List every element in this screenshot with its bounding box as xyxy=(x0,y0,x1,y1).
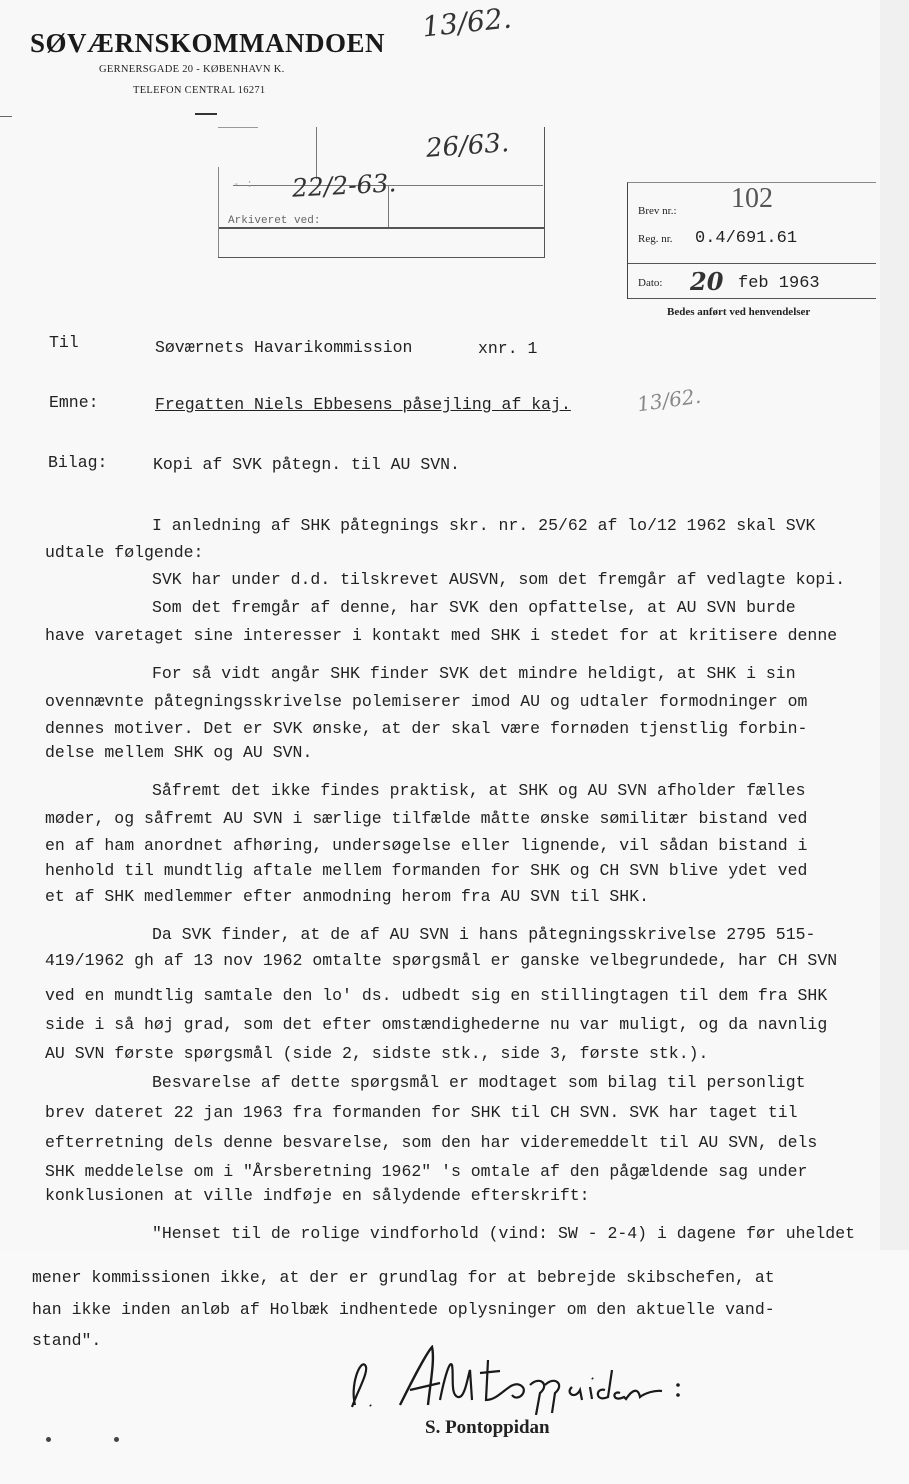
reg-nr-label: Reg. nr. xyxy=(638,233,673,245)
body-line: side i så høj grad, som det efter omstændighederne nu var muligt, og da navnlig xyxy=(45,1015,828,1034)
body-line: dennes motiver. Det er SVK ønske, at der skal være fornøden tjenstlig forbin- xyxy=(45,719,808,738)
bilag-label: Bilag: xyxy=(48,453,108,472)
body-line: en af ham anordnet afhøring, undersøgelse eller lignende, vil sådan bistand i xyxy=(45,836,808,855)
handwritten-signature xyxy=(340,1345,700,1415)
brev-nr-label: Brev nr.: xyxy=(638,205,677,217)
organization-phone: TELEFON CENTRAL 16271 xyxy=(133,85,266,96)
dato-value: feb 1963 xyxy=(738,274,820,293)
organization-address: GERNERSGADE 20 - KØBENHAVN K. xyxy=(99,64,285,75)
body-line: efterretning dels denne besvarelse, som den har videremeddelt til AU SVN, dels xyxy=(45,1133,818,1152)
body-line: I anledning af SHK påtegnings skr. nr. 25/62 af lo/12 1962 skal SVK xyxy=(152,516,816,535)
body-line: mener kommissionen ikke, at der er grundlag for at bebrejde skibschefen, at xyxy=(32,1268,775,1287)
body-line: henhold til mundtlig aftale mellem formanden for SHK og CH SVN blive ydet ved xyxy=(45,861,808,880)
body-line: "Henset til de rolige vindforhold (vind: SW - 2-4) i dagene før uheldet xyxy=(152,1224,856,1243)
til-value: Søværnets Havarikommission xyxy=(155,338,413,357)
dato-day-handwritten: 20 xyxy=(690,267,724,296)
body-line: møder, og såfremt AU SVN i særlige tilfælde måtte ønske sømilitær bistand ved xyxy=(45,809,808,828)
dato-label: Dato: xyxy=(638,277,663,289)
margin-mark xyxy=(0,116,12,117)
margin-mark xyxy=(195,113,217,115)
punch-hole-mark xyxy=(46,1437,51,1442)
body-line: Da SVK finder, at de af AU SVN i hans påtegningsskrivelse 2795 515- xyxy=(152,925,816,944)
body-line: Såfremt det ikke findes praktisk, at SHK og AU SVN afholder fælles xyxy=(152,781,806,800)
stamp-handwritten-date: 22/2-63. xyxy=(291,168,398,203)
handwritten-reference: 13/62. xyxy=(420,1,514,44)
body-line: brev dateret 22 jan 1963 fra formanden for SHK til CH SVN. SVK har taget til xyxy=(45,1103,798,1122)
body-line: Som det fremgår af denne, har SVK den opfattelse, at AU SVN burde xyxy=(152,598,796,617)
body-line: Besvarelse af dette spørgsmål er modtaget som bilag til personligt xyxy=(152,1073,806,1092)
scan-edge xyxy=(880,0,909,1250)
emne-label: Emne: xyxy=(49,393,99,412)
stamp-archived-label: Arkiveret ved: xyxy=(228,215,321,227)
body-line: For så vidt angår SHK finder SVK det mindre heldigt, at SHK i sin xyxy=(152,664,796,683)
til-label: Til xyxy=(49,333,79,352)
body-line: et af SHK medlemmer efter anmodning herom fra AU SVN til SHK. xyxy=(45,887,649,906)
registration-box xyxy=(627,182,876,299)
stamp-handwritten-number: 26/63. xyxy=(425,128,511,164)
punch-hole-mark xyxy=(114,1437,119,1442)
signatory-printed-name: S. Pontoppidan xyxy=(425,1417,550,1438)
body-line: AU SVN første spørgsmål (side 2, sidste stk., side 3, første stk.). xyxy=(45,1044,709,1063)
body-line: udtale følgende: xyxy=(45,543,204,562)
reg-nr-value: 0.4/691.61 xyxy=(695,229,798,248)
brev-nr-value: 102 xyxy=(731,183,773,214)
body-line: have varetaget sine interesser i kontakt med SHK i stedet for at kritisere denne xyxy=(45,626,838,645)
body-line: delse mellem SHK og AU SVN. xyxy=(45,743,313,762)
body-line: ovennævnte påtegningsskrivelse polemiserer imod AU og udtaler formodninger om xyxy=(45,692,808,711)
emne-value: Fregatten Niels Ebbesens påsejling af kaj. xyxy=(155,395,571,414)
body-line: han ikke inden anløb af Holbæk indhentede oplysninger om den aktuelle vand- xyxy=(32,1300,775,1319)
reg-box-footer: Bedes anført ved henvendelser xyxy=(667,306,811,318)
body-line: ved en mundtlig samtale den lo' ds. udbedt sig en stillingtagen til dem fra SHK xyxy=(45,986,828,1005)
xnr: xnr. 1 xyxy=(478,339,538,358)
body-line: SHK meddelelse om i "Årsberetning 1962" 's omtale af den pågældende sag under xyxy=(45,1162,808,1181)
body-line: SVK har under d.d. tilskrevet AUSVN, som det fremgår af vedlagte kopi. xyxy=(152,570,846,589)
received-stamp xyxy=(218,127,545,258)
body-line: 419/1962 gh af 13 nov 1962 omtalte spørgsmål er ganske velbegrundede, har CH SVN xyxy=(45,951,838,970)
emne-margin-note: 13/62. xyxy=(635,383,703,417)
body-line: konklusionen at ville indføje en sålydende efterskrift: xyxy=(45,1186,590,1205)
bilag-value: Kopi af SVK påtegn. til AU SVN. xyxy=(153,455,460,474)
organization-name: SØVÆRNSKOMMANDOEN xyxy=(30,28,386,58)
stamp-date-label: - : xyxy=(233,179,253,191)
body-line: stand". xyxy=(32,1331,102,1350)
